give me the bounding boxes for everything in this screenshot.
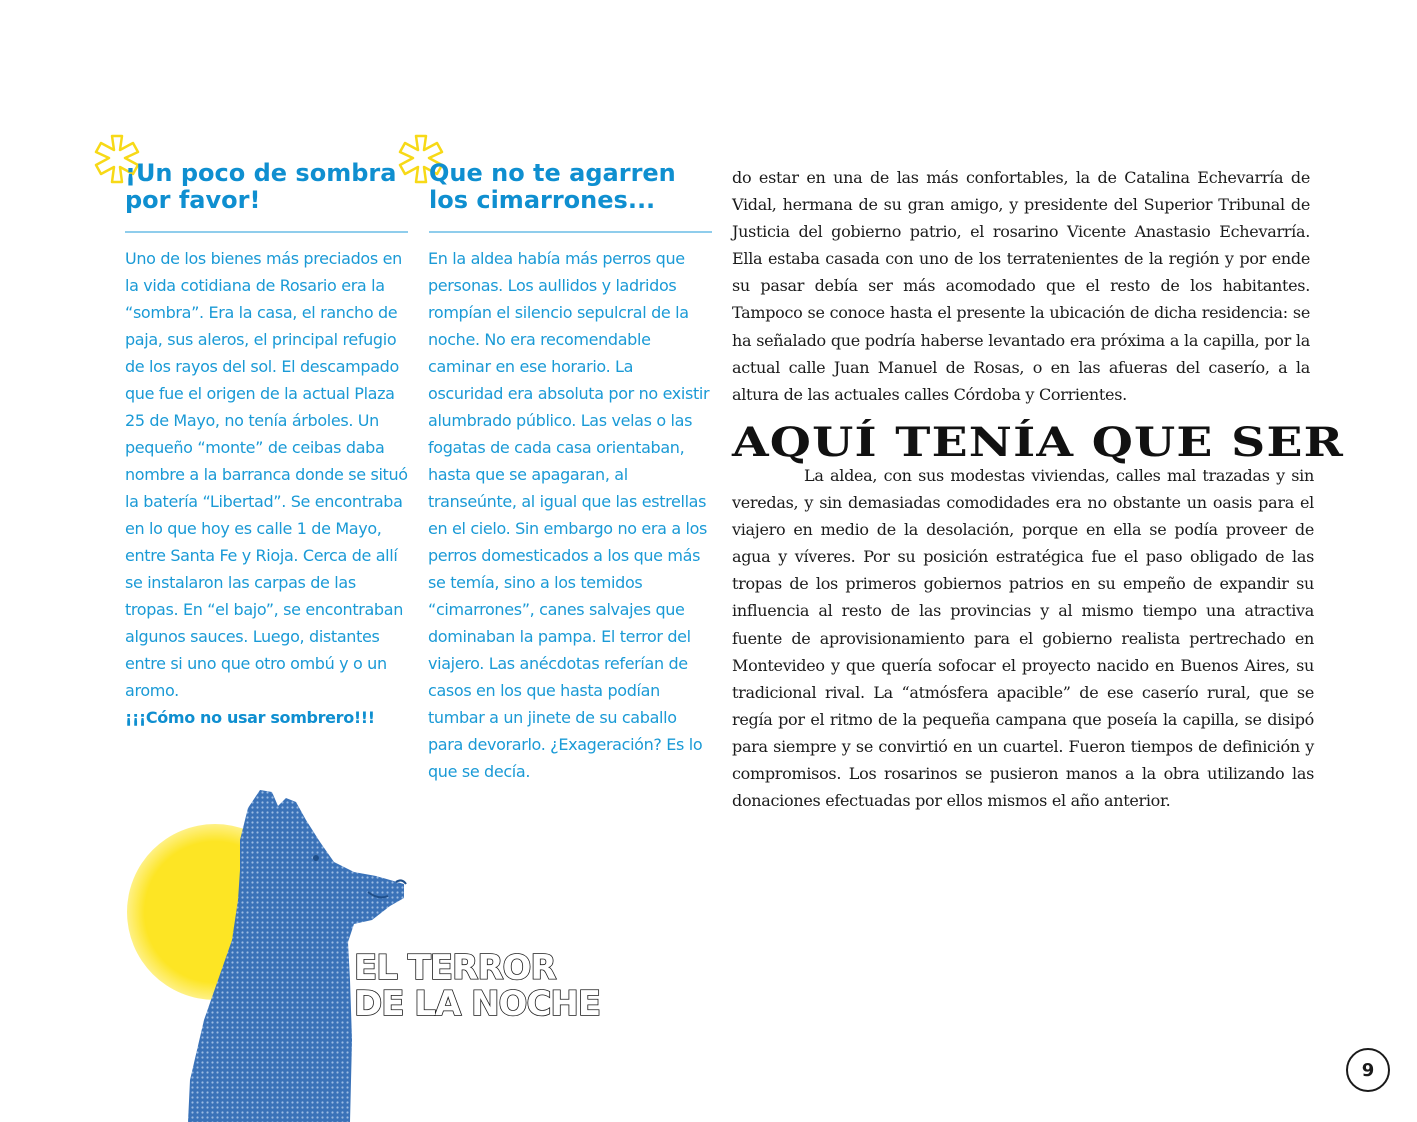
sidebar-right-title-line1: Que no te agarren — [429, 159, 676, 187]
figure-caption-line1: EL TERROR — [354, 948, 556, 988]
sidebar-left-title-line1: ¡Un poco de sombra — [125, 159, 397, 187]
figure-caption — [354, 950, 600, 1022]
main-column-top — [732, 164, 1310, 408]
sidebar-right-body: En la aldea había más perros que personas. Los aullidos y ladridos rompían el silencio sepulcral de la noche. No era recomendable caminar en ese horario. La oscuridad era absoluta por no existir alumbrado público. Las velas o las fogatas de cada casa orientaban, hasta que se apagaran, al transeúnte, al igual que las estrellas en el cielo. Sin embargo no era a los perros domesticados a los que más se temía, sino a los temidos “cimarrones”, canes salvajes que dominaban la pampa. El terror del viajero. Las anécdotas referían de casos en los que hasta podían tumbar a un jinete de su caballo para devorarlo. ¿Exageración? Es lo que se decía. — [428, 249, 710, 781]
sidebar-right-divider — [429, 231, 712, 233]
main-paragraph-2: La aldea, con sus modestas viviendas, calles mal trazadas y sin veredas, y sin demasiadas comodidades era no obstante un oasis para el viajero en medio de la desolación, porque en ella se podía proveer de agua y víveres. Por su posición estratégica fue el paso obligado de las tropas de los primeros gobiernos patrios en su empeño de expandir su influencia al resto de las provincias y al mismo tiempo una atractiva fuente de aprovisionamiento para el gobierno realista pertrechado en Montevideo y que quería sofocar el proyecto nacido en Buenos Aires, su tradicional rival. La “atmósfera apacible” de ese caserío rural, que se regía por el ritmo de la pequeña campana que poseía la capilla, se disipó para siempre y se convirtió en un cuartel. Fueron tiempos de definición y compromisos. Los rosarinos se pusieron manos a la obra utilizando las donaciones efectuadas por ellos mismos el año anterior. — [732, 466, 1314, 811]
main-paragraph-1: do estar en una de las más confortables, la de Catalina Echevarría de Vidal, hermana de su gran amigo, y presidente del Superior Tribunal de Justicia del gobierno patrio, el rosarino Vicente Anastasio Echevarría. Ella estaba casada con uno de los terratenientes de la región y por ende su pasar debía ser más acomodado que el resto de los habitantes. Tampoco se conoce hasta el presente la ubicación de dicha residencia: se ha señalado que podría haberse levantado era próxima a la capilla, por la actual calle Juan Manuel de Rosas, o en las afueras del caserío, a la altura de las actuales calles Córdoba y Corrientes. — [732, 168, 1310, 404]
sidebar-left-title-line2: por favor! — [125, 186, 261, 214]
sidebar-right-title-line2: los cimarrones... — [429, 186, 656, 214]
sidebar-left-closing: ¡¡¡Cómo no usar sombrero!!! — [125, 708, 375, 727]
page-number: 9 — [1346, 1048, 1390, 1092]
figure-caption-line2: DE LA NOCHE — [354, 984, 601, 1024]
sidebar-right-column — [428, 245, 712, 785]
sidebar-left-title — [125, 160, 415, 214]
sidebar-left-column — [125, 245, 409, 731]
sidebar-left-body: Uno de los bienes más preciados en la vida cotidiana de Rosario era la “sombra”. Era la casa, el rancho de paja, sus aleros, el principal refugio de los rayos del sol. El descampado que fue el origen de la actual Plaza 25 de Mayo, no tenía árboles. Un pequeño “monte” de ceibas daba nombre a la barranca donde se situó la batería “Libertad”. Se encontraba en lo que hoy es calle 1 de Mayo, entre Santa Fe y Rioja. Cerca de allí se instalaron las carpas de las tropas. En “el bajo”, se encontraban algunos sauces. Luego, distantes entre si uno que otro ombú y o un aromo. — [125, 249, 408, 700]
main-column-bottom — [732, 462, 1314, 814]
sidebar-left-divider — [125, 231, 408, 233]
sidebar-right-title — [429, 160, 719, 214]
section-heading: AQUÍ TENÍA QUE SER — [732, 419, 1345, 466]
